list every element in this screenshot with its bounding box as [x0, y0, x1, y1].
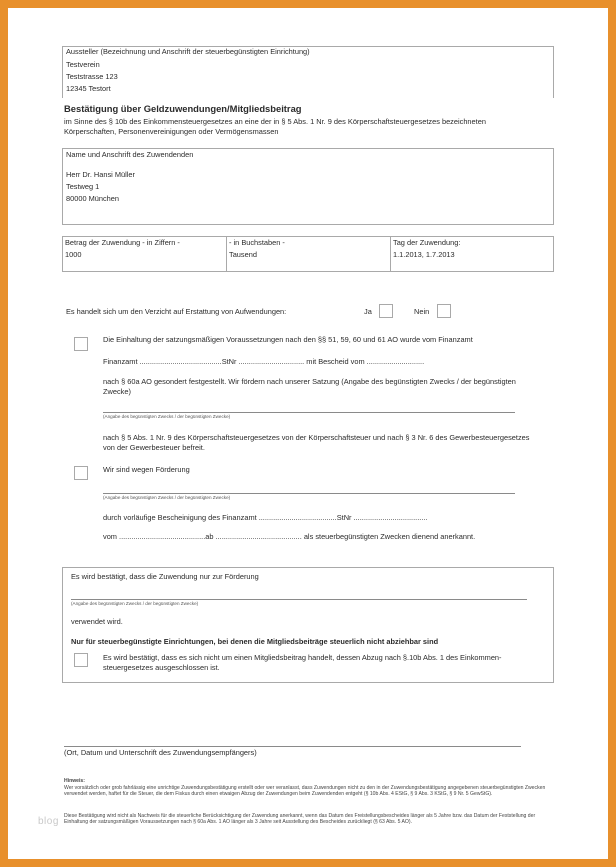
notes-title: Hinweis:	[64, 778, 85, 784]
amount-words-label: - in Buchstaben -	[229, 238, 285, 247]
issuer-street: Teststrasse 123	[66, 72, 118, 81]
section1-line-1: Die Einhaltung der satzungsmäßigen Voraussetzungen nach den §§ 51, 59, 60 und 61 AO wurde vom Finanzamt	[103, 335, 473, 344]
signature-label: (Ort, Datum und Unterschrift des Zuwendungsempfängers)	[64, 748, 257, 757]
waiver-yes-checkbox[interactable]	[379, 304, 393, 318]
issuer-label: Aussteller (Bezeichnung und Anschrift der steuerbegünstigten Einrichtung)	[66, 47, 310, 56]
notes-paragraph-2: Diese Bestätigung wird nicht als Nachweis für die steuerliche Berücksichtigung der Zuwendung anerkannt, wenn das Datum des Freistellungsbescheides länger als 5 Jahre bzw. das Datum der Feststellung der Einhaltung der satzungsmäßigen Voraussetzungen nach § 60a Abs. 1 AO länger als 3 Jahre seit Ausstellung des Bescheides zurückliegt (§ 63 Abs. 5 AO).	[64, 813, 536, 826]
membership-note: Nur für steuerbegünstigte Einrichtungen, bei denen die Mitgliedsbeiträge steuerlich nicht abziehbar sind	[71, 637, 439, 646]
signature-line	[64, 746, 521, 747]
heading-line-2: Körperschaften, Personenvereinigungen oder Vermögensmassen	[64, 127, 279, 136]
section1-purpose-line	[103, 412, 515, 413]
waiver-question: Es handelt sich um den Verzicht auf Erstattung von Aufwendungen:	[66, 307, 287, 316]
section2-purpose-caption: (Angabe des begünstigten Zwecks / der begünstigten Zwecke)	[103, 495, 231, 500]
section1-line-6: von der Gewerbesteuer befreit.	[103, 443, 205, 452]
donor-city: 80000 München	[66, 194, 120, 203]
amount-divider-2	[390, 236, 391, 272]
donation-date-label: Tag der Zuwendung:	[393, 238, 461, 247]
donor-name: Herr Dr. Hansi Müller	[66, 170, 135, 179]
section2-purpose-line	[103, 493, 515, 494]
provisional-certificate-checkbox[interactable]	[74, 466, 88, 480]
heading-line-1: im Sinne des § 10b des Einkommensteuergesetzes an eine der in § 5 Abs. 1 Nr. 9 des Körperschaftsteuergesetzes bezeichneten	[64, 117, 486, 126]
confirm-purpose-caption: (Angabe des begünstigten Zwecks / der begünstigten Zwecke)	[71, 601, 199, 606]
confirm-line-1: Es wird bestätigt, dass die Zuwendung nur zur Förderung	[71, 572, 259, 581]
tax-exemption-checkbox[interactable]	[74, 337, 88, 351]
watermark: blog	[38, 816, 59, 827]
issuer-name: Testverein	[66, 60, 100, 69]
donation-date-value: 1.1.2013, 1.7.2013	[393, 250, 455, 259]
waiver-no-checkbox[interactable]	[437, 304, 451, 318]
section2-line-1: Wir sind wegen Förderung	[103, 465, 190, 474]
form-page	[8, 8, 608, 859]
document-title: Bestätigung über Geldzuwendungen/Mitgliedsbeitrag	[64, 103, 302, 114]
amount-digits-label: Betrag der Zuwendung - in Ziffern -	[65, 238, 180, 247]
amount-digits-value: 1000	[65, 250, 82, 259]
section1-purpose-caption: (Angabe des begünstigten Zwecks / der begünstigten Zwecke)	[103, 414, 231, 419]
confirm-line-2: verwendet wird.	[71, 617, 123, 626]
amount-words-value: Tausend	[229, 250, 257, 259]
section1-line-3: nach § 60a AO gesondert festgestellt. Wir fördern nach unserer Satzung (Angabe des begünstigten Zwecks / der begünstigten	[103, 377, 516, 386]
section1-line-4: Zwecke)	[103, 387, 131, 396]
waiver-yes-label: Ja	[364, 307, 372, 316]
section1-line-5: nach § 5 Abs. 1 Nr. 9 des Körperschaftsteuergesetzes von der Körperschaftsteuer und nach § 3 Nr. 6 des Gewerbesteuergesetzes	[103, 433, 530, 442]
amount-divider-1	[226, 236, 227, 272]
confirm-purpose-line	[71, 599, 527, 600]
membership-fee-checkbox[interactable]	[74, 653, 88, 667]
issuer-city: 12345 Testort	[66, 84, 111, 93]
section2-line-2: durch vorläufige Bescheinigung des Finanzamt ......................................StNr ....................................	[103, 513, 428, 522]
notes-paragraph-1: Wer vorsätzlich oder grob fahrlässig eine unrichtige Zuwendungsbestätigung erstellt oder wer veranlasst, dass Zuwendungen nicht zu den in der Zuwendungsbestätigung angegebenen steuerbegünstigten Zwecken verwendet werden, haftet für die Steuer, die dem Fiskus durch einen etwaigen Abzug der Zuwendungen beim Zuwendenden entgeht (§ 10b Abs. 4 EStG, § 9 Abs. 3 KStG, § 9 Nr. 5 GewStG).	[64, 785, 546, 798]
donor-label: Name und Anschrift des Zuwendenden	[66, 150, 194, 159]
waiver-no-label: Nein	[414, 307, 430, 316]
section2-line-3: vom ..........................................ab .......................................... als steuerbegünstigten Zwecken dienend anerkannt.	[103, 532, 476, 541]
donor-street: Testweg 1	[66, 182, 100, 191]
confirm-line-3: Es wird bestätigt, dass es sich nicht um einen Mitgliedsbeitrag handelt, dessen Abzug nach §.10b Abs. 1 des Einkommen-	[103, 653, 502, 662]
confirm-line-4: steuergesetzes ausgeschlossen ist.	[103, 663, 220, 672]
section1-line-2: Finanzamt ........................................StNr ................................ mit Bescheid vom ............................	[103, 357, 425, 366]
